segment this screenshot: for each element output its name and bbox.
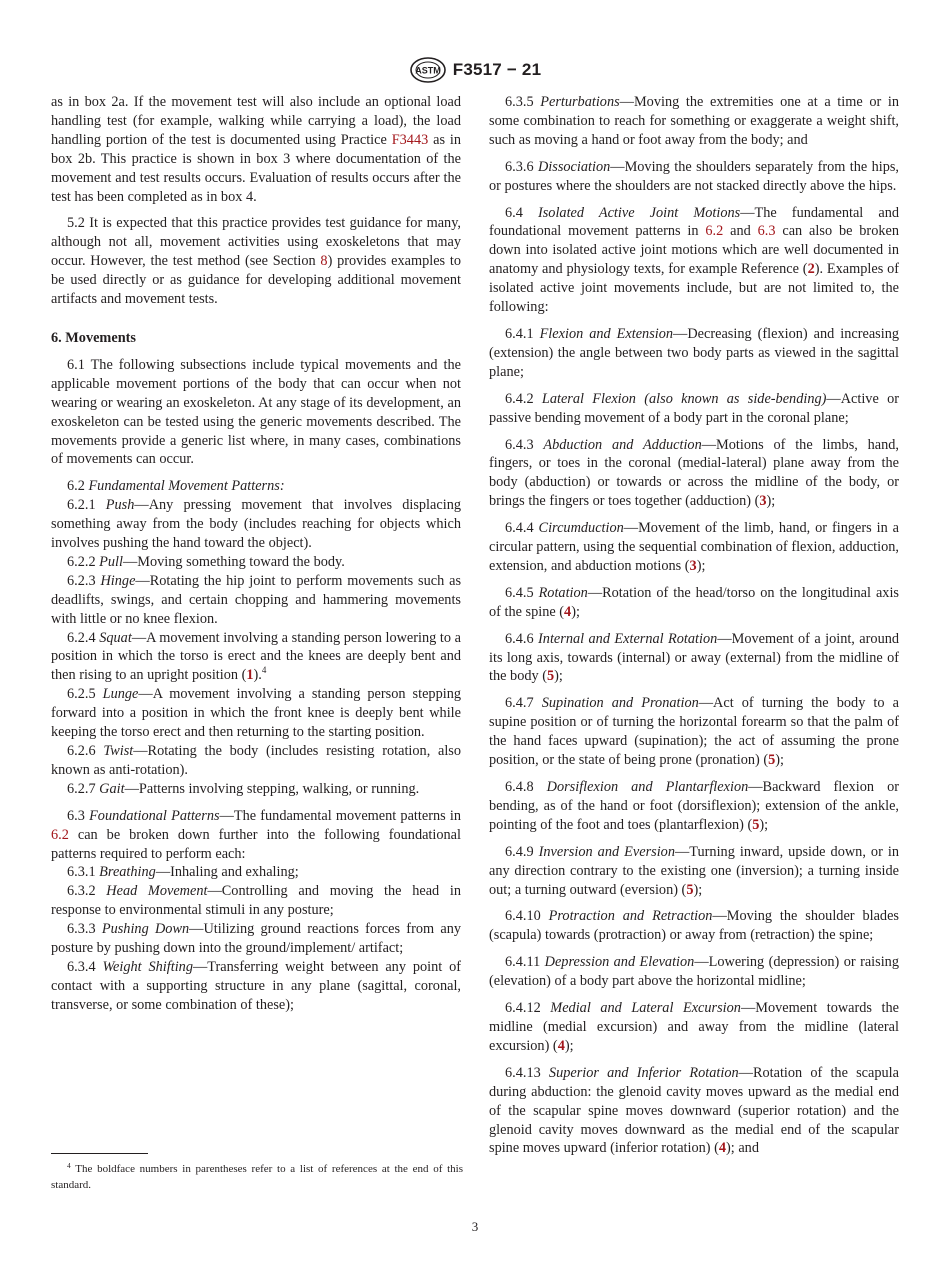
item-term: Protraction and Retraction	[548, 908, 713, 925]
item-text: —Rotation of the head/torso on the longitudinal axis of the spine (	[489, 584, 899, 620]
item-end: );	[766, 493, 776, 510]
item-term: Dorsiflexion and Plantarflexion	[546, 779, 749, 795]
item-end: );	[693, 881, 703, 898]
item-text: —Backward flexion or bending, as of the hand or foot (dorsiflexion); extension of the ankle, pointing of the foot and toes (plantarflexion) (	[489, 779, 899, 833]
item-number: 6.4.13	[505, 1064, 549, 1081]
list-item	[489, 907, 899, 945]
item-text: —Active or passive bending movement of a body part in the coronal plane;	[489, 390, 900, 426]
reference-link[interactable]: 3	[759, 493, 767, 510]
paragraph-6-1: 6.1 The following subsections include typical movements and the applicable movement portions of the body that can occur when not wearing or wearing an exoskeleton. At any stage of its development, an exoskeleton can be tested using the generic movements described. The movements provide a generic list where, in many cases, combinations of movements can occur.	[51, 356, 461, 468]
list-item	[489, 694, 899, 770]
paragraph-6-3-6: 6.3.6 Dissociation—Moving the shoulders separately from the hips, or postures where the shoulders are not stacked directly above the hips.	[489, 158, 899, 194]
item-number: 6.4.12	[505, 1000, 551, 1017]
astm-logo-icon	[409, 57, 447, 83]
reference-link[interactable]: 2	[807, 261, 815, 278]
item-term: Medial and Lateral Excursion	[550, 1000, 741, 1017]
item-text: —Decreasing (flexion) and increasing (extension) the angle between two body parts as viewed in the sagittal plane;	[489, 325, 900, 380]
link-f3443[interactable]: F3443	[391, 131, 429, 148]
joint-motion-list	[489, 325, 899, 1158]
left-column	[51, 93, 461, 1015]
item-text: —Movement towards the midline (medial excursion) and away from the midline (lateral excursion) (	[489, 1000, 899, 1054]
item-end: ); and	[726, 1140, 759, 1157]
link-6-2[interactable]: 6.2	[51, 826, 69, 843]
reference-link[interactable]: 5	[546, 668, 555, 685]
item-end: );	[571, 603, 580, 620]
item-end: );	[696, 557, 706, 574]
item-term: Internal and External Rotation	[538, 630, 718, 647]
paragraph-6-2-6: 6.2.6 Twist—Rotating the body (includes resisting rotation, also known as anti-rotation).	[51, 743, 461, 778]
paragraph-6-3-4: 6.3.4 Weight Shifting—Transferring weight between any point of contact with a supporting structure in any plane (sagittal, coronal, transverse, or some combination of these);	[51, 958, 461, 1013]
reference-link[interactable]: 4	[718, 1140, 727, 1157]
item-text: —Lowering (depression) or raising (elevation) of a body part above the horizontal midline;	[489, 954, 899, 990]
paragraph-6-3-5: 6.3.5 Perturbations—Moving the extremities one at a time or in some combination to reach for something or exaggerate a weight shift, such as moving a hand or foot away from the body; and	[489, 94, 900, 148]
paragraph-6-3: 6.3 Foundational Patterns—The fundamental movement patterns in 6.2 can be broken down further into the following foundational patterns required to perform each:	[51, 807, 461, 862]
list-item	[489, 999, 899, 1056]
item-text: —Motions of the limbs, hand, fingers, or toes in the coronal (medial-lateral) plane away from the body (abduction) or towards or across the midline of the body, or brings the fingers or toes together (adduction) (	[489, 436, 899, 510]
paragraph-6-2-2: 6.2.2 Pull—Moving something toward the body.	[67, 553, 345, 570]
paragraph-6-2-5: 6.2.5 Lunge—A movement involving a standing person stepping forward into a position in which the front knee is deeply bent while keeping the torso erect and then returning to the starting position.	[51, 686, 461, 741]
page-header	[0, 55, 950, 85]
reference-link[interactable]: 1	[246, 667, 254, 684]
item-end: );	[564, 1037, 574, 1054]
list-item	[489, 325, 899, 382]
item-number: 6.4.11	[505, 954, 545, 971]
section-heading: 6. Movements	[51, 329, 136, 346]
list-item	[489, 778, 899, 835]
list-item	[489, 843, 899, 900]
list-item	[489, 436, 899, 512]
item-number: 6.4.2	[505, 390, 542, 407]
item-end: );	[775, 752, 785, 769]
item-number: 6.4.8	[505, 779, 547, 795]
reference-link[interactable]: 5	[752, 816, 760, 833]
right-column	[489, 93, 899, 1158]
reference-link[interactable]: 5	[686, 881, 694, 898]
paragraph-6-4: 6.4 Isolated Active Joint Motions—The fundamental and foundational movement patterns in 6.2 and 6.3 can also be broken down into isolated active joint motions which are well documented in anatomy and physiology texts, for example Reference (2). Examples of isolated active joint movements include, but are not limited to, the following:	[489, 204, 899, 316]
list-item	[489, 630, 899, 687]
paragraph-6-2-4: 6.2.4 Squat—A movement involving a standing person lowering to a position in which the torso is erect and the knees are deeply bent and then rising to an upright position (1).$^4$	[51, 629, 462, 684]
item-number: 6.4.6	[505, 630, 539, 647]
item-text: —Rotation of the scapula during abduction: the glenoid cavity moves upward as the medial end of the scapular spine moves downward (superior rotation) and the glenoid cavity moves downward as the medial end of the scapular spine moves upward (inferior rotation) (	[489, 1064, 899, 1157]
document-designation: F3517 − 21	[452, 60, 542, 79]
list-item	[489, 1064, 899, 1159]
item-text: —Moving the shoulder blades (scapula) towards (protraction) or away from (retraction) the spine;	[489, 908, 899, 944]
item-number: 6.4.9	[505, 843, 539, 860]
item-number: 6.4.7	[505, 695, 542, 712]
item-term: Circumduction	[538, 520, 624, 537]
paragraph-6-3-2: 6.3.2 Head Movement—Controlling and moving the head in response to environmental stimuli in any posture;	[51, 883, 461, 919]
item-text: —Act of turning the body to a supine position or of turning the horizontal forearm so that the palm of the hand faces upward (supination); the act of assuming the prone position, or the state of being prone (pronation) (	[489, 695, 899, 769]
paragraph-6-2-1: 6.2.1 Push—Any pressing movement that involves displacing something away from the body (includes reaching for objects which involves pushing the hand toward the object).	[51, 497, 461, 552]
item-end: );	[554, 668, 563, 685]
paragraph-6-3-3: 6.3.3 Pushing Down—Utilizing ground reactions forces from any posture by pushing down into the ground/implement/ artifact;	[51, 921, 461, 957]
list-item	[489, 953, 899, 991]
item-term: Supination and Pronation	[541, 695, 699, 712]
item-term: Depression and Elevation	[544, 954, 695, 971]
reference-link[interactable]: 3	[689, 557, 697, 574]
svg-text:ASTM: ASTM	[415, 65, 441, 76]
footnote-divider	[51, 1153, 148, 1154]
item-number: 6.4.3	[505, 436, 544, 453]
item-term: Abduction and Adduction	[543, 436, 702, 453]
item-end: );	[759, 816, 769, 833]
paragraph-6-2-3: 6.2.3 Hinge—Rotating the hip joint to perform movements such as deadlifts, swings, and certain chopping and hammering movements with little or no knee flexion.	[51, 572, 462, 627]
footnote: $^4$ The boldface numbers in parentheses refer to a list of references at the end of this standard.	[51, 1161, 463, 1191]
link-6-2[interactable]: 6.2	[705, 223, 724, 240]
list-item	[489, 584, 899, 622]
paragraph-6-3-1: 6.3.1 Breathing—Inhaling and exhaling;	[67, 864, 299, 881]
footnote-marker: 4	[261, 665, 267, 676]
page-number: 3	[471, 1219, 479, 1234]
list-item	[489, 390, 899, 428]
item-term: Inversion and Eversion	[538, 843, 675, 860]
paragraph-6-2: 6.2 Fundamental Movement Patterns:	[67, 478, 285, 495]
reference-link[interactable]: 4	[557, 1037, 565, 1054]
paragraph-continuation: as in box 2a. If the movement test will also include an optional load handling test (for example, walking while carrying a load), the load handling portion of the test is documented using Practice F3443 as in box 2b. This practice is shown in box 3 where documentation of the movement and test results occurs. Evaluation of results occurs after the test has been completed as in box 4.	[51, 94, 461, 205]
paragraph-5-2: 5.2 It is expected that this practice provides test guidance for many, although not all, movement activities using exoskeletons that may occur. However, the test method (see Section 8) provides examples to be used directly or as guidance for developing additional movement artifacts and movement tests.	[51, 215, 461, 308]
item-number: 6.4.5	[505, 584, 539, 601]
item-term: Lateral Flexion (also known as side-bending)	[541, 390, 827, 407]
item-number: 6.4.10	[505, 908, 549, 925]
item-term: Rotation	[538, 584, 588, 601]
item-text: —Movement of a joint, around its long axis, towards (internal) or away (external) from the midline of the body (	[489, 630, 900, 685]
reference-link[interactable]: 5	[768, 752, 776, 769]
item-number: 6.4.1	[505, 325, 540, 342]
item-number: 6.4.4	[505, 520, 539, 537]
item-term: Superior and Inferior Rotation	[548, 1064, 739, 1081]
paragraph-6-2-7: 6.2.7 Gait—Patterns involving stepping, walking, or running.	[67, 780, 420, 797]
link-section-8[interactable]: 8	[320, 253, 328, 270]
item-text: —Movement of the limb, hand, or fingers in a circular pattern, using the sequential combination of flexion, adduction, extension, and abduction motions (	[489, 520, 900, 574]
list-item	[489, 519, 899, 576]
item-term: Flexion and Extension	[539, 325, 674, 342]
item-text: —Turning inward, upside down, or in any direction contrary to the existing one (inversion); a turning inside out; a turning outward (eversion) (	[489, 843, 899, 898]
reference-link[interactable]: 4	[564, 603, 572, 620]
link-6-3[interactable]: 6.3	[757, 223, 776, 240]
